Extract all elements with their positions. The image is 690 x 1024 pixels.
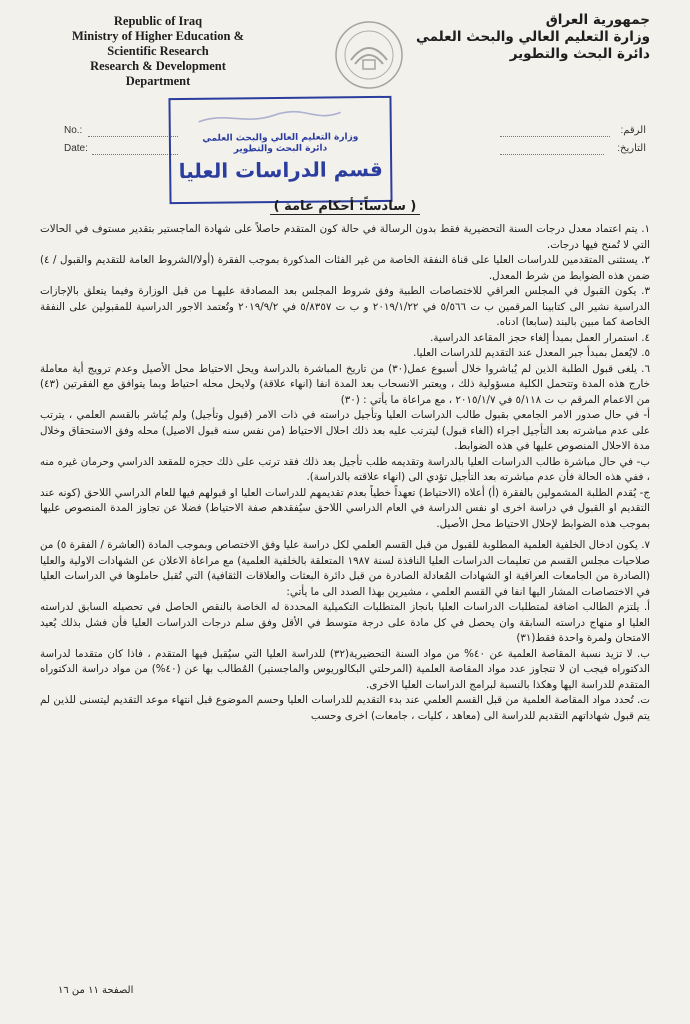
stamp-line-directorate: دائرة البحث والتطوير: [233, 143, 328, 155]
ref-number-line: [88, 136, 178, 137]
subparagraph-6b: ب- في حال مباشرة طالب الدراسات العليا بالدراسة وتقديمه طلب تأجيل بعد ذلك فقد ترتب على ذلك حجزه للمقعد الدراسي وحرمان غيره منه ، ففي هذه الحالة فأن عدم مباشرته بعد التأجيل تؤدي الى (انهاء علاقته بالدراسة).: [40, 455, 650, 483]
stamp-line-department: قسم الدراسات العليا: [178, 156, 383, 184]
letterhead-ar-line: دائرة البحث والتطوير: [509, 46, 650, 62]
letterhead-english: [58, 14, 258, 89]
paragraph-6: ٦. يلغى قبول الطلبة الذين لم يُباشروا خلال أسبوع عمل(٣٠) من تاريخ المباشرة بالدراسة ويحل الاحتياط محل الأصيل وعدم ترويج أية معاملة خارج هذه المدة وتتحمل الكلية مسؤولية ذلك ، ويعتبر الانسحاب بعد المدة انفا (انهاء علاقة) ولايحل محله احتياط وبما يتوافق مع الفقرتين (٤٣) من الاعمام المرقم ب ت ٥/١١٨ في ٢٠١٥/١/٧ ، مع مراعاة ما يأتي : (٣٠): [40, 362, 650, 406]
paragraph-3: ٣. يكون القبول في المجلس العراقي للاختصاصات الطبية وفق شروط المجلس بعد المصادقة عليهـا من قبل الوزارة وفيما يتعلق بالإجازات الدراسية نشير الى كتابينا المرقمين ب ت ٥/٥٦٦ في ٢٠١٩/١/٢٢ و ب ت ٥/٨٣٥٧ في ٢٠١٩/٩/٢ وتُعتمد الاجور الدراسية للمقبولين على النفقة الخاصة كما مبين بالبند (سابعا) ادناه.: [40, 285, 651, 328]
letterhead-ar-line: جمهورية العراق: [545, 12, 650, 28]
ref-number-label: No.:: [64, 125, 83, 136]
subparagraph-7b: ب. لا تزيد نسبة المقاصة العلمية عن ٤٠% من مواد السنة التحضيرية(٣٢) للدراسة العليا التي سيُقبل فيها المتقدم ، فاذا كان متقدما لدراسة الدكتوراه فيجب ان لا تتجاوز عدد مواد المقاصة العلمية (المرحلتي البكالوريوس والماجستير) المُطالب بها عن (٤٠%) من مواد دراسة الدكتوراه المتقدم للدراسة اليها وهكذا بالنسبة لبرامج الدراسات العليا الاخرى.: [40, 647, 651, 691]
page-number: الصفحة ١١ من ١٦: [58, 985, 134, 996]
ar-date-line: [500, 154, 604, 155]
date-line: [92, 154, 178, 155]
department-stamp: [168, 96, 392, 204]
paragraph-2: ٢. يستثنى المتقدمين للدراسات العليا على قناة النفقة الخاصة من غير الفئات المذكورة بموجب الفقرة (أولا/الشروط العامة للتقديم والقبول / ٤) ضمن هذه الضوابط من شرط المعدل.: [40, 254, 650, 282]
subparagraph-6a: أ- في حال صدور الامر الجامعي بقبول طالب الدراسات العليا وتأجيل دراسته في ذات الامر (قبول وتأجيل) ولم يُباشر بالقسم العلمي ، يترتب على عدم مباشرته بعد التأجيل اجراء (الغاء قبول) ليترتب عليه بعد ذلك احلال الاحتياط (من نفس سنه قبول الاصيل) محله وفق الاستحقاق وخلال مدة الاحلال المنصوص عليها في هذه الضوابط.: [40, 409, 650, 452]
paragraph-1: ١. يتم اعتماد معدل درجات السنة التحضيرية فقط بدون الرسالة في حالة كون المتقدم حاصلاً على شهادة الماجستير بتقدير مستوف في الحالات التي لا تُمنح فيها درجات.: [40, 223, 650, 251]
subparagraph-7c: ت. تُحدد مواد المقاصة العلمية من قبل القسم العلمي عند بدء التقديم للدراسات العليا وحسم الموضوع قبل انتهاء موعد التقديم ليتسنى للذين لم يتم قبول شهاداتهم التقديم للدراسة الى (معاهد ، كليات ، جامعات) اخرى وحسب: [40, 694, 650, 722]
signature-mark-icon: [195, 108, 345, 128]
section-title-text: ( سادساً: أحكام عامة ): [270, 199, 421, 215]
ar-ref-number-label: الرقم:: [620, 125, 646, 136]
ar-date-label: التاريخ:: [617, 143, 646, 154]
letterhead-ar-line: وزارة التعليم العالي والبحث العلمي: [415, 29, 650, 45]
date-label: Date:: [64, 143, 88, 154]
subparagraph-7a: أ. يلتزم الطالب اضافة لمتطلبات الدراسات العليا بانجاز المتطلبات التكميلية المحددة له الخاصة بالنقص الحاصل في تحصيله السابق لدراسته العليا او منهاج دراسته السابقة وان يحصل في كل مادة على درجة متوسط في الأقل وفق سلم درجات الدراسات العليا فأن فشل بذلك يُعيد الامتحان ولمرة واحدة فقط(٣١): [40, 601, 650, 644]
paragraph-5: ٥. لايُعمل بمبدأ جبر المعدل عند التقديم للدراسات العليا.: [413, 347, 650, 359]
letterhead-en-line: Ministry of Higher Education &: [72, 29, 244, 43]
letterhead-arabic: [380, 12, 650, 63]
letterhead-en-line: Research & Development: [90, 59, 226, 73]
letterhead-en-line: Scientific Research: [107, 44, 209, 58]
stamp-line-ministry: وزارة التعليم العالي والبحث العلمي: [202, 132, 359, 144]
letterhead-en-line: Republic of Iraq: [113, 14, 203, 28]
ar-ref-number-line: [500, 136, 610, 137]
paragraph-4: ٤. استمرار العمل بمبدأ إلغاء حجز المقاعد الدراسية.: [430, 331, 650, 344]
section-title: [0, 199, 690, 214]
letterhead-en-line: Department: [125, 74, 191, 88]
subparagraph-6c: ج- يُقدم الطلبة المشمولين بالفقرة (أ) أعلاه (الاحتياط) تعهداً خطياً بعدم تقديمهم للدراسات العليا او قبولهم فيها للعام الدراسي اللاحق (كونه عند التقديم او القبول في دراسة اخرى او نفس الدراسة في العام الدراسي اللاحق سيُفقدهم صفة الاحتياط) فضلا عن تجاوز المدة المنصوص عليها بموجب هذه الضوابط لإحلال الاحتياط محل الأصيل.: [40, 486, 650, 530]
paragraph-7: ٧. يكون ادخال الخلفية العلمية المطلوبة للقبول من قبل القسم العلمي لكل دراسة عليا وفق الاختصاص وبموجب المادة (العاشرة / الفقرة ٥) من صلاحيات مجلس القسم من تعليمات الدراسات العليا النافذة لسنة ١٩٨٧ المتعلقة بالخلفية العلمية) مع مراعاة الاعلان عن الشهادات الاولية والعليا (الصادرة من الجامعات العراقية او الشهادات المُعادلة الصادرة من قبل دائرة البعثات والعلاقات الثقافية) التي تُقبل حاملوها في الدراسات العليا في الاختصاصات المشار اليها انفا في القسم العلمي ، مشيرين بهذا الصدد الى ما يأتي:: [40, 539, 651, 598]
document-body: [40, 222, 650, 724]
